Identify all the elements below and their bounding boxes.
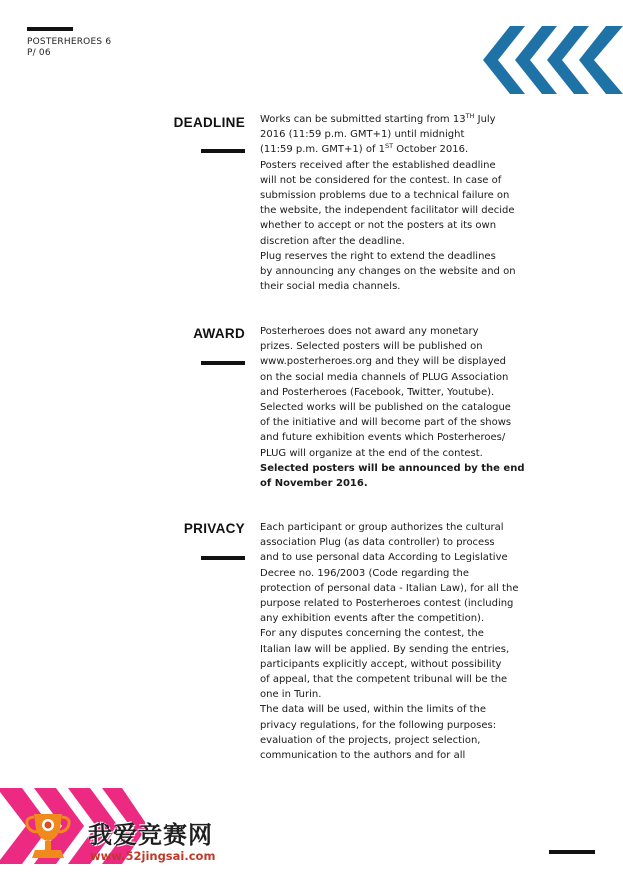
body-line: one in Turin. xyxy=(260,689,322,701)
award-heading: AWARD xyxy=(193,326,245,341)
top-left-rule xyxy=(27,27,73,31)
body-line: privacy regulations, for the following purposes: xyxy=(260,719,497,731)
award-rule xyxy=(201,361,245,365)
body-line: will not be considered for the contest. In case of xyxy=(260,174,502,186)
body-line: and Posterheroes (Facebook, Twitter, Youtube). xyxy=(260,386,495,398)
body-line: For any disputes concerning the contest, the xyxy=(260,628,484,640)
award-body xyxy=(260,324,530,491)
chevron-arrows-icon xyxy=(480,26,623,94)
deadline-rule xyxy=(201,149,245,153)
body-line: and future exhibition events which Posterheroes/ xyxy=(260,432,506,444)
body-line-bold: Selected posters will be announced by the end xyxy=(260,462,525,474)
body-line: PLUG will organize at the end of the contest. xyxy=(260,447,483,459)
body-line: association Plug (as data controller) to process xyxy=(260,537,495,549)
body-line: participants explicitly accept, without possibility xyxy=(260,658,502,670)
body-line: Plug reserves the right to extend the deadlines xyxy=(260,250,496,262)
body-line: Posterheroes does not award any monetary xyxy=(260,326,479,337)
chevron-shape xyxy=(579,26,623,94)
body-line: of appeal, that the competent tribunal will be the xyxy=(260,674,508,686)
body-line: prizes. Selected posters will be published on xyxy=(260,341,483,353)
body-line: their social media channels. xyxy=(260,281,401,293)
body-line: Works can be submitted starting from 13TH July xyxy=(260,112,496,125)
privacy-rule xyxy=(201,556,245,560)
body-line: (11:59 p.m. GMT+1) of 1ST October 2016. xyxy=(260,142,469,156)
body-line: communication to the authors and for all xyxy=(260,750,466,762)
body-line: of the initiative and will become part of the shows xyxy=(260,417,512,429)
body-line: protection of personal data - Italian Law), for all the xyxy=(260,582,519,594)
body-line: The data will be used, within the limits of the xyxy=(260,704,486,716)
body-line: Each participant or group authorizes the cultural xyxy=(260,522,504,533)
body-line-bold: of November 2016. xyxy=(260,478,368,490)
bottom-right-rule xyxy=(549,850,595,854)
body-line: 2016 (11:59 p.m. GMT+1) until midnight xyxy=(260,129,465,141)
header-title: POSTERHEROES 6 xyxy=(27,37,112,47)
watermark-url: www.52jingsai.com xyxy=(90,849,216,863)
body-line: www.posterheroes.org and they will be displayed xyxy=(260,356,506,368)
body-line: purpose related to Posterheroes contest (including xyxy=(260,598,514,610)
page-number: P/ 06 xyxy=(27,48,51,58)
trophy-logo-icon xyxy=(20,808,76,864)
privacy-heading: PRIVACY xyxy=(183,521,245,536)
body-line: Italian law will be applied. By sending the entries, xyxy=(260,643,510,655)
deadline-body xyxy=(260,112,530,294)
watermark-name: 我爱竞赛网 xyxy=(88,821,213,849)
body-line: Decree no. 196/2003 (Code regarding the xyxy=(260,567,469,579)
body-line: discretion after the deadline. xyxy=(260,235,405,247)
body-line: and to use personal data According to Legislative xyxy=(260,552,508,564)
body-line: Selected works will be published on the catalogue xyxy=(260,402,511,414)
body-line: evaluation of the projects, project selection, xyxy=(260,734,481,746)
body-line: whether to accept or not the posters at its own xyxy=(260,220,497,232)
body-line: any exhibition events after the competition). xyxy=(260,613,485,625)
body-line: on the social media channels of PLUG Association xyxy=(260,371,509,383)
body-line: the website, the independent facilitator will decide xyxy=(260,205,515,217)
page-header xyxy=(27,37,111,59)
body-line: Posters received after the established deadline xyxy=(260,159,496,171)
deadline-heading: DEADLINE xyxy=(173,115,245,130)
privacy-body xyxy=(260,520,530,763)
body-line: submission problems due to a technical failure on xyxy=(260,190,510,202)
body-line: by announcing any changes on the website and on xyxy=(260,266,516,278)
